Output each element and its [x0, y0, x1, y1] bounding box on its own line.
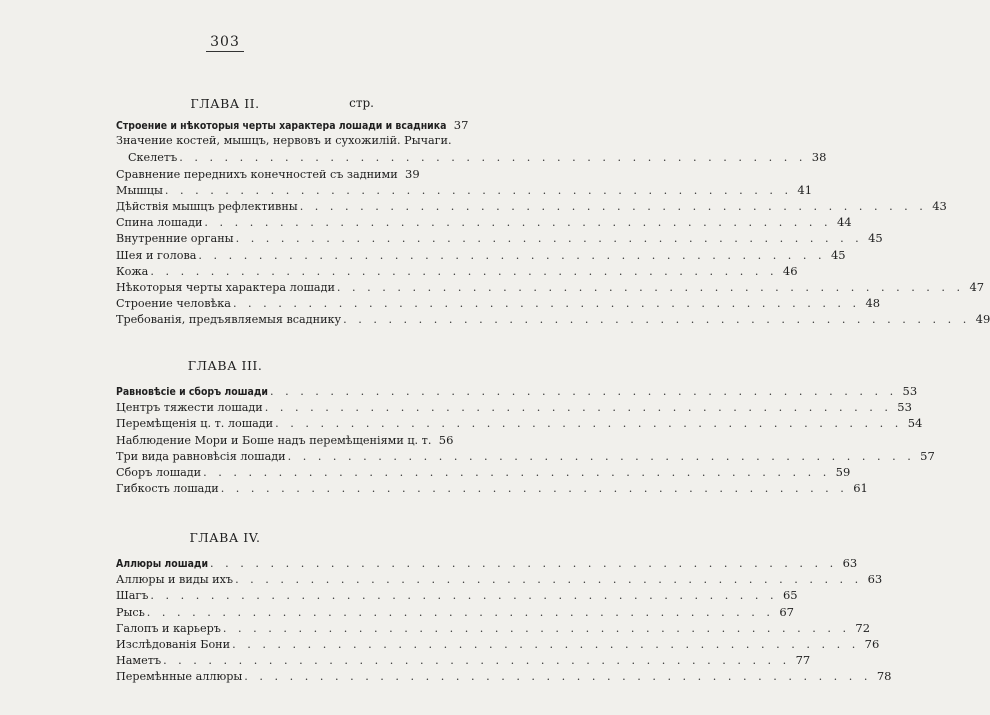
toc-entry-title: Перемѣнные аллюры	[116, 670, 243, 684]
toc-entry-title: Сборъ лошади	[116, 465, 202, 479]
toc-entry-title: Равновѣсіе и сборъ лошади	[116, 386, 268, 398]
toc-entry	[116, 620, 871, 637]
toc-entry-page: 53	[897, 400, 912, 415]
toc-entry-page: 39	[405, 166, 420, 181]
toc-entry	[116, 400, 912, 416]
toc-entry	[116, 416, 923, 432]
toc-entry	[116, 198, 947, 215]
toc-entry-title: Строение человѣка	[116, 297, 231, 311]
toc-entry	[116, 263, 798, 280]
toc-entry-title: Три вида равновѣсія лошади	[116, 449, 286, 463]
toc-entry	[116, 150, 827, 166]
toc-entry-title: Требованія, предъявляемыя всаднику	[116, 313, 342, 327]
toc-entry-title: Наблюдение Мори и Боше надъ перемѣщеніями ц. т.	[116, 433, 432, 447]
page-column-label: стр.	[349, 96, 374, 110]
toc-entry-title: Спина лошади	[116, 216, 203, 230]
toc-entry	[116, 556, 858, 572]
toc-entry	[116, 231, 883, 247]
toc-entry-title: Гибкость лошади	[116, 482, 219, 496]
chapter-heading: ГЛАВА III.	[187, 358, 263, 373]
chapter-heading: ГЛАВА IV.	[189, 530, 261, 545]
toc-entry-page: 47	[969, 279, 985, 294]
toc-entry-page: 54	[907, 416, 923, 431]
toc-entry-page: 49	[975, 312, 990, 327]
toc-entry	[116, 588, 798, 604]
leader-dots	[235, 573, 862, 586]
toc-entry	[116, 279, 985, 296]
leader-dots	[198, 249, 825, 262]
toc-entry	[116, 448, 935, 465]
toc-entry-page: 57	[920, 448, 935, 463]
toc-entry-title: Нѣкоторыя черты характера лошади	[116, 280, 335, 294]
toc-entry-title: Аллюры и виды ихъ	[116, 573, 234, 587]
toc-entry-page: 63	[842, 556, 858, 570]
leader-dots	[150, 589, 777, 602]
toc-entry-page: 56	[438, 432, 454, 447]
toc-list	[116, 556, 892, 686]
leader-dots	[265, 401, 892, 414]
chapter-heading: ГЛАВА II.	[190, 96, 260, 111]
toc-entry	[116, 312, 990, 328]
leader-dots	[147, 606, 774, 619]
toc-entry	[116, 247, 846, 264]
toc-list	[116, 118, 990, 328]
toc-entry	[116, 296, 881, 312]
leader-dots	[150, 265, 777, 278]
leader-dots	[300, 200, 927, 213]
toc-entry-page: 53	[902, 384, 918, 398]
page-number: 303	[0, 34, 450, 50]
leader-dots	[275, 417, 902, 430]
toc-entry-page: 76	[864, 636, 880, 651]
toc-entry-title: Скелетъ	[128, 151, 178, 165]
toc-entry-title: Сравнение переднихъ конечностей съ задними	[116, 167, 398, 181]
toc-entry-page: 46	[782, 263, 798, 278]
leader-dots	[288, 450, 915, 463]
toc-entry	[116, 481, 868, 497]
toc-entry	[116, 572, 883, 588]
toc-entry-title: Значение костей, мышцъ, нервовъ и сухожилій. Рычаги.	[116, 134, 452, 148]
toc-entry	[116, 653, 811, 669]
leader-dots	[179, 151, 806, 164]
toc-entry	[116, 134, 452, 150]
leader-dots	[204, 216, 831, 229]
toc-entry-title: Дѣйствія мышцъ рефлективны	[116, 199, 298, 213]
toc-entry-title: Шагъ	[116, 589, 149, 603]
leader-dots	[163, 654, 790, 667]
leader-dots	[210, 557, 837, 570]
toc-entry-page: 65	[782, 588, 798, 603]
toc-entry	[116, 432, 454, 449]
toc-entry-title: Перемѣщенія ц. т. лошади	[116, 417, 274, 431]
toc-entry-page: 43	[932, 198, 947, 213]
toc-entry	[116, 384, 918, 400]
toc-entry	[116, 118, 469, 134]
toc-entry-title: Шея и голова	[116, 248, 197, 262]
leader-dots	[233, 297, 860, 310]
toc-entry-page: 41	[797, 182, 813, 197]
toc-entry-page: 63	[867, 572, 883, 587]
toc-entry-title: Мышцы	[116, 183, 163, 197]
leader-dots	[165, 184, 792, 197]
toc-entry-page: 77	[795, 653, 811, 668]
leader-dots	[223, 622, 850, 635]
toc-entry-title: Наметъ	[116, 654, 162, 668]
toc-entry-page: 72	[855, 620, 871, 635]
toc-entry	[116, 182, 813, 199]
toc-entry-page: 61	[853, 481, 868, 496]
toc-entry-title: Строение и нѣкоторыя черты характера лошади и всадника	[116, 120, 447, 132]
toc-entry-page: 38	[811, 150, 827, 165]
toc-entry-page: 45	[868, 231, 883, 246]
toc-entry-title: Изслѣдованія Бони	[116, 637, 231, 651]
toc-entry-page: 67	[779, 604, 794, 619]
toc-entry	[116, 464, 851, 481]
toc-entry-title: Галопъ и карьеръ	[116, 621, 221, 635]
toc-entry-page: 37	[453, 118, 469, 132]
toc-entry-title: Кожа	[116, 264, 149, 278]
toc-entry-title: Центръ тяжести лошади	[116, 401, 263, 415]
toc-entry-title: Рысь	[116, 605, 145, 619]
toc-entry	[116, 669, 892, 685]
toc-entry	[116, 166, 420, 183]
toc-entry	[116, 215, 852, 231]
leader-dots	[221, 482, 848, 495]
leader-dots	[244, 670, 871, 683]
toc-entry-page: 78	[876, 669, 892, 684]
toc-entry-page: 59	[835, 464, 851, 479]
leader-dots	[203, 466, 830, 479]
toc-entry	[116, 636, 880, 653]
leader-dots	[343, 313, 970, 326]
toc-entry-page: 48	[865, 296, 881, 311]
toc-entry-page: 45	[830, 247, 846, 262]
leader-dots	[337, 281, 964, 294]
toc-entry-title: Внутренние органы	[116, 232, 234, 246]
leader-dots	[270, 385, 897, 398]
toc-list	[116, 384, 935, 497]
toc-entry	[116, 604, 794, 621]
toc-entry-title: Аллюры лошади	[116, 558, 209, 570]
toc-entry-page: 44	[836, 215, 852, 230]
leader-dots	[232, 638, 859, 651]
leader-dots	[236, 232, 863, 245]
